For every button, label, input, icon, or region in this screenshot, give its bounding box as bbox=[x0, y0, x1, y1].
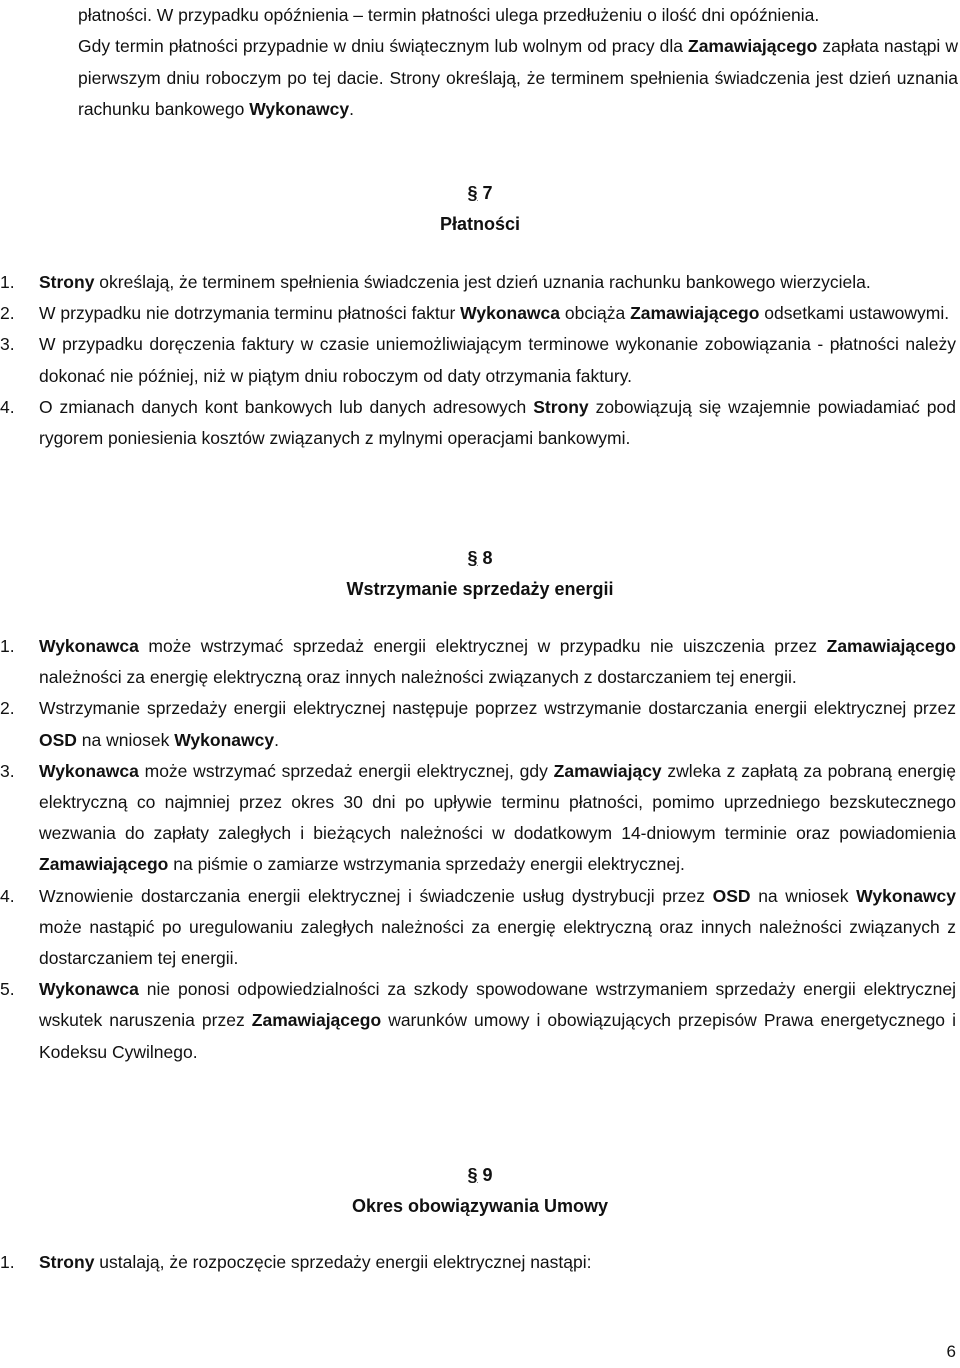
list-item-index: 5. bbox=[0, 979, 15, 1000]
intro-text-a: Gdy termin płatności przypadnie w dniu świątecznym lub wolnym od pracy dla bbox=[78, 36, 688, 56]
list-item-text: Wstrzymanie sprzedaży energii elektrycznej następuje poprzez wstrzymanie dostarczania energii elektrycznej przez bbox=[39, 698, 956, 719]
list-item bbox=[0, 693, 960, 755]
list-item-index: 3. bbox=[0, 760, 15, 781]
list-item-text: OSD bbox=[39, 729, 77, 750]
section-9-title: Okres obowiązywania Umowy bbox=[351, 1196, 609, 1216]
list-item-text: W przypadku nie dotrzymania terminu płatności faktur bbox=[39, 303, 461, 324]
section-7-number bbox=[0, 178, 960, 209]
list-item-text: Zamawiający bbox=[553, 760, 662, 781]
list-item-text: Wykonawcy bbox=[856, 885, 957, 906]
section-7-heading bbox=[0, 178, 960, 240]
section-sign: § bbox=[467, 1165, 478, 1185]
list-item bbox=[0, 756, 960, 881]
list-item-text: Strony bbox=[533, 396, 589, 417]
list-item-text: Zamawiającego bbox=[251, 1010, 382, 1031]
section-9-list bbox=[0, 1247, 960, 1278]
list-item-index: 1. bbox=[0, 272, 15, 292]
intro-text-d: Wykonawcy bbox=[249, 99, 350, 119]
list-item-text: nie ponosi odpowiedzialności za szkody spowodowane wstrzymaniem sprzedaży energii elektrycznej wskutek naruszenia przez bbox=[39, 979, 956, 1031]
list-item-text: na wniosek bbox=[76, 729, 175, 750]
intro-text-e: . bbox=[349, 99, 354, 119]
list-item bbox=[0, 974, 960, 1068]
list-item-text: Wykonawca bbox=[39, 636, 139, 656]
page-number: 6 bbox=[946, 1342, 956, 1361]
intro-first-line: płatności. W przypadku opóźnienia – termin płatności ulega przedłużeniu o ilość dni opóźnienia. bbox=[78, 5, 820, 25]
intro-text-c: zapłata nastąpi w pierwszym dniu roboczym po tej dacie. Strony określają, że terminem spełnienia świadczenia jest dzień uznania rachunku bankowego bbox=[78, 36, 958, 119]
list-item-index: 1. bbox=[0, 636, 15, 656]
list-item-index: 2. bbox=[0, 303, 15, 324]
list-item-index: 4. bbox=[0, 396, 15, 417]
list-item-text: określają, że terminem spełnienia świadczenia jest dzień uznania rachunku bankowego wierzyciela. bbox=[94, 272, 871, 292]
section-7-list bbox=[0, 267, 960, 454]
list-item-text: odsetkami ustawowymi. bbox=[759, 303, 950, 324]
section-sign: § bbox=[467, 548, 478, 568]
section-sign: § bbox=[467, 183, 478, 203]
list-item bbox=[0, 298, 960, 329]
list-item-text: Wznowienie dostarczania energii elektrycznej i świadczenie usług dystrybucji przez bbox=[39, 885, 713, 906]
list-item-text: Strony bbox=[39, 272, 95, 292]
list-item-text: Zamawiającego bbox=[630, 303, 760, 324]
list-item-text: W przypadku doręczenia faktury w czasie uniemożliwiającym terminowe wykonanie zobowiązania - płatności należy dokonać nie później, niż w piątym dniu roboczym od daty otrzymania faktury. bbox=[39, 334, 956, 386]
list-item-text: . bbox=[274, 729, 279, 750]
list-item-text: Strony bbox=[39, 1252, 95, 1272]
list-item-index: 4. bbox=[0, 885, 15, 906]
list-item-index: 1. bbox=[0, 1252, 15, 1272]
intro-text-b: Zamawiającego bbox=[688, 36, 818, 56]
list-item-text: Wykonawcy bbox=[174, 729, 275, 750]
list-item-text: zobowiązują się wzajemnie powiadamiać pod rygorem poniesienia kosztów związanych z mylnymi operacjami bankowymi. bbox=[39, 396, 956, 449]
list-item bbox=[0, 392, 960, 454]
section-8-list bbox=[0, 631, 960, 1068]
list-item bbox=[0, 881, 960, 975]
list-item bbox=[0, 267, 960, 298]
section-7-title: Płatności bbox=[439, 214, 521, 234]
list-item-text: może wstrzymać sprzedaż energii elektrycznej w przypadku nie uiszczenia przez bbox=[138, 636, 827, 656]
list-item bbox=[0, 631, 960, 693]
list-item-index: 3. bbox=[0, 334, 15, 355]
list-item-index: 2. bbox=[0, 698, 15, 719]
section-number-text: 8 bbox=[482, 548, 493, 568]
section-8-number bbox=[0, 543, 960, 574]
list-item-text: na piśmie o zamiarze wstrzymania sprzedaży energii elektrycznej. bbox=[168, 854, 685, 875]
section-number-text: 7 bbox=[482, 183, 493, 203]
section-number-text: 9 bbox=[482, 1165, 493, 1185]
list-item-text: Wykonawca bbox=[460, 303, 561, 324]
list-item-text: Zamawiającego bbox=[826, 636, 956, 656]
list-item-text: obciąża bbox=[560, 303, 631, 324]
section-9-number bbox=[0, 1160, 960, 1191]
section-8-heading bbox=[0, 543, 960, 605]
list-item-text: warunków umowy i obowiązujących przepisów Prawa energetycznego i Kodeksu Cywilnego. bbox=[39, 1010, 956, 1062]
intro-paragraph bbox=[78, 31, 958, 126]
list-item-text: Zamawiającego bbox=[39, 854, 169, 875]
list-item-text: może wstrzymać sprzedaż energii elektrycznej, gdy bbox=[138, 760, 554, 781]
list-item-text: Wykonawca bbox=[39, 979, 139, 1000]
list-item-text: na wniosek bbox=[750, 885, 857, 906]
list-item-text: należności za energię elektryczną oraz innych należności związanych z dostarczaniem tej energii. bbox=[39, 667, 797, 688]
list-item-text: O zmianach danych kont bankowych lub danych adresowych bbox=[39, 396, 534, 417]
list-item-text: może nastąpić po uregulowaniu zaległych należności za energię elektryczną oraz innych należności związanych z dostarczaniem tej energii. bbox=[39, 916, 956, 969]
list-item-text: Wykonawca bbox=[39, 760, 139, 781]
list-item bbox=[0, 1247, 960, 1278]
section-8-title: Wstrzymanie sprzedaży energii bbox=[346, 579, 614, 599]
list-item bbox=[0, 329, 960, 391]
list-item-text: zwleka z zapłatą za pobraną energię elektryczną co najmniej przez okres 30 dni po upływie terminu płatności, pomimo uprzedniego bezskutecznego wezwania do zapłaty zaległych i bieżących należności w dodatkowym 14-dniowym terminie oraz powiadomienia bbox=[39, 760, 957, 844]
list-item-text: ustalają, że rozpoczęcie sprzedaży energii elektrycznej nastąpi: bbox=[94, 1252, 592, 1272]
section-9-heading bbox=[0, 1160, 960, 1222]
list-item-text: OSD bbox=[712, 885, 751, 906]
